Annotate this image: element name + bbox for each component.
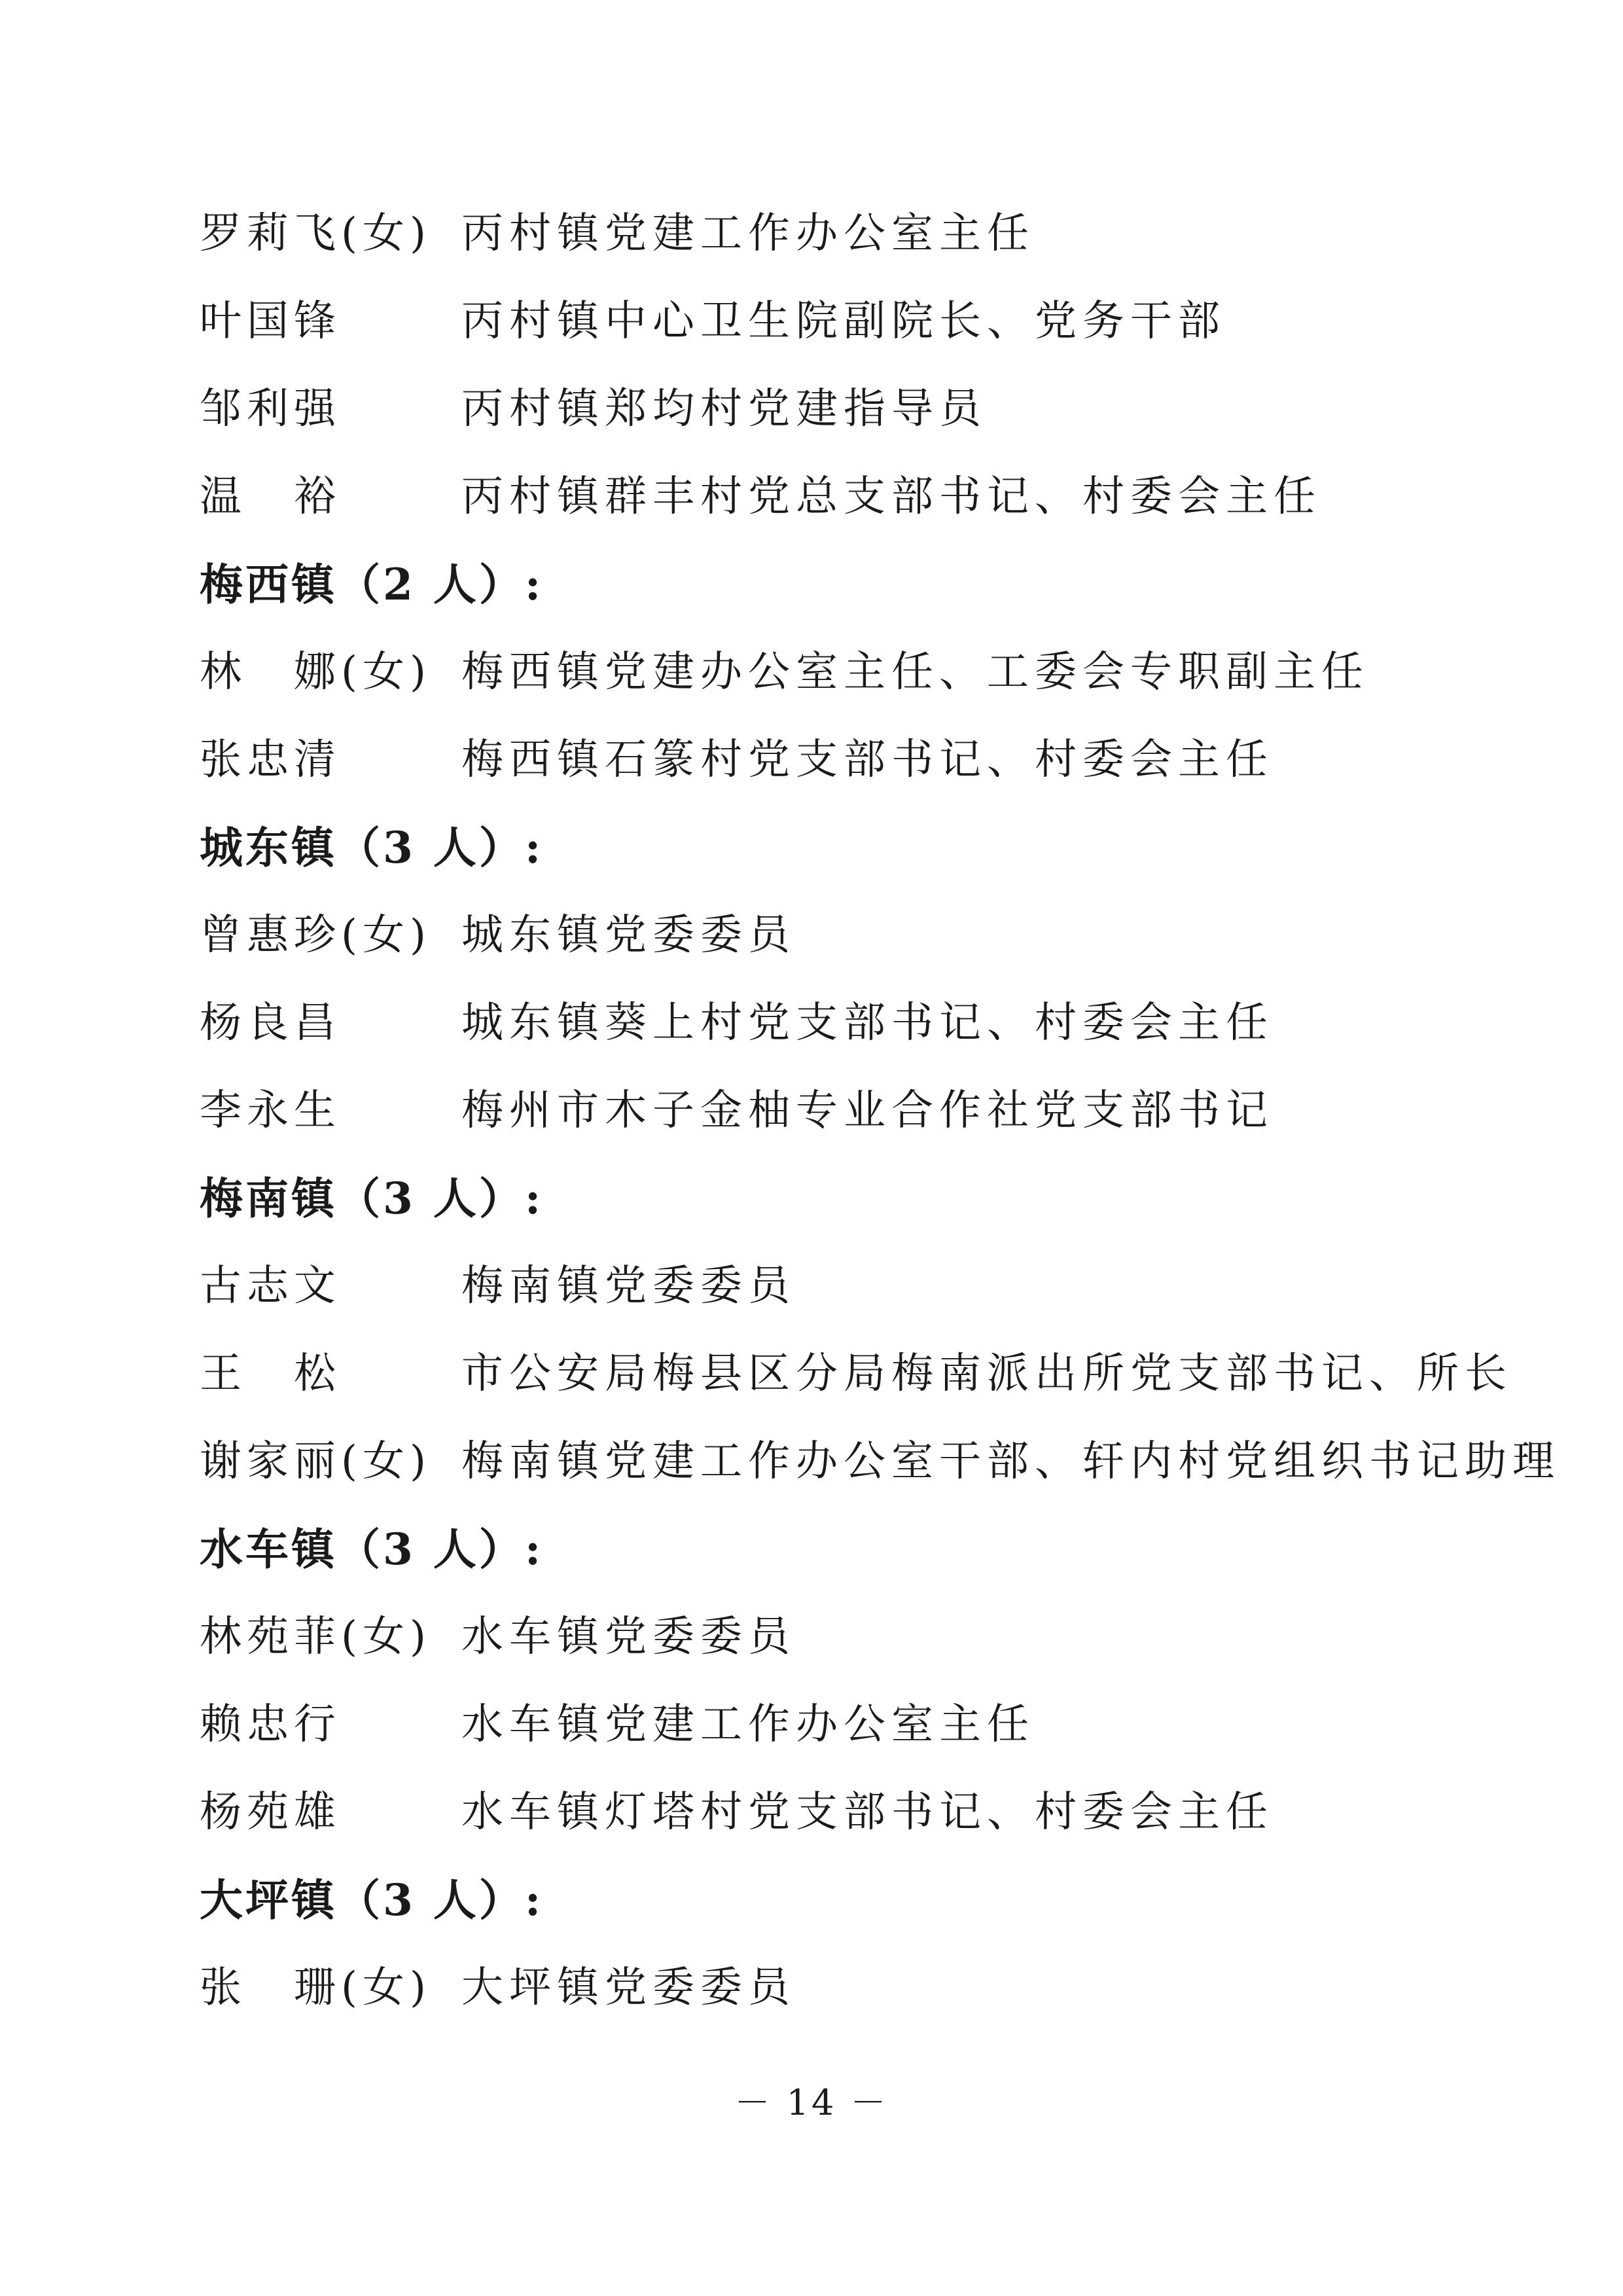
person-row (200, 1418, 1560, 1505)
person-title: 水车镇党建工作办公室主任 (461, 1700, 1035, 1749)
person-title: 城东镇葵上村党支部书记、村委会主任 (461, 999, 1274, 1047)
person-title: 丙村镇郑均村党建指导员 (461, 385, 987, 433)
person-title: 丙村镇群丰村党总支部书记、村委会主任 (461, 473, 1321, 521)
roster-list (200, 190, 1560, 2032)
person-title: 梅州市木子金柚专业合作社党支部书记 (461, 1086, 1274, 1135)
person-title: 梅西镇党建办公室主任、工委会专职副主任 (461, 648, 1369, 696)
person-title: 水车镇灯塔村党支部书记、村委会主任 (461, 1788, 1274, 1837)
person-name: 古志文 (200, 1262, 341, 1310)
person-row (200, 365, 1443, 453)
person-title: 梅南镇党委委员 (461, 1262, 796, 1310)
person-row (200, 628, 1443, 716)
person-name: 曾惠珍(女) (200, 911, 431, 960)
section-heading (200, 541, 1443, 628)
person-row (200, 1593, 1443, 1681)
person-title: 梅南镇党建工作办公室干部、轩内村党组织书记助理 (461, 1437, 1560, 1486)
section-heading (200, 1505, 1443, 1593)
person-row (200, 716, 1443, 804)
section-heading-text: 水车镇（3 人）: (200, 1524, 544, 1575)
person-row (200, 1330, 1512, 1418)
person-name: 李永生 (200, 1086, 341, 1135)
person-row (200, 190, 1443, 278)
person-name: 邹利强 (200, 385, 341, 433)
person-name: 张 珊(女) (200, 1964, 431, 2012)
person-row (200, 1944, 1443, 2032)
section-heading-text: 大坪镇（3 人）: (200, 1874, 544, 1926)
person-title: 梅西镇石篆村党支部书记、村委会主任 (461, 736, 1274, 784)
person-row (200, 1242, 1443, 1330)
person-name: 杨苑雄 (200, 1788, 341, 1837)
person-name: 罗莉飞(女) (200, 209, 431, 258)
person-row (200, 1681, 1443, 1768)
person-row (200, 891, 1443, 979)
person-row (200, 453, 1443, 541)
person-title: 丙村镇中心卫生院副院长、党务干部 (461, 297, 1226, 346)
person-title: 水车镇党委委员 (461, 1613, 796, 1661)
section-heading (200, 804, 1443, 891)
person-name: 谢家丽(女) (200, 1437, 431, 1486)
person-row (200, 979, 1443, 1067)
person-name: 王 松 (200, 1350, 341, 1398)
person-title: 市公安局梅县区分局梅南派出所党支部书记、所长 (461, 1350, 1512, 1398)
page-number: － 14 － (734, 2082, 889, 2123)
person-name: 温 裕 (200, 473, 341, 521)
section-heading (200, 1155, 1443, 1242)
person-row (200, 1067, 1443, 1155)
person-row (200, 278, 1443, 365)
person-row (200, 1768, 1443, 1856)
person-name: 杨良昌 (200, 999, 341, 1047)
section-heading-text: 梅西镇（2 人）: (200, 559, 544, 610)
person-name: 叶国锋 (200, 297, 341, 346)
person-name: 张忠清 (200, 736, 341, 784)
person-name: 赖忠行 (200, 1700, 341, 1749)
section-heading (200, 1856, 1443, 1944)
section-heading-text: 梅南镇（3 人）: (200, 1173, 544, 1224)
person-title: 大坪镇党委委员 (461, 1964, 796, 2012)
person-title: 城东镇党委委员 (461, 911, 796, 960)
person-title: 丙村镇党建工作办公室主任 (461, 209, 1035, 258)
person-name: 林 娜(女) (200, 648, 431, 696)
section-heading-text: 城东镇（3 人）: (200, 822, 544, 873)
person-name: 林苑菲(女) (200, 1613, 431, 1661)
